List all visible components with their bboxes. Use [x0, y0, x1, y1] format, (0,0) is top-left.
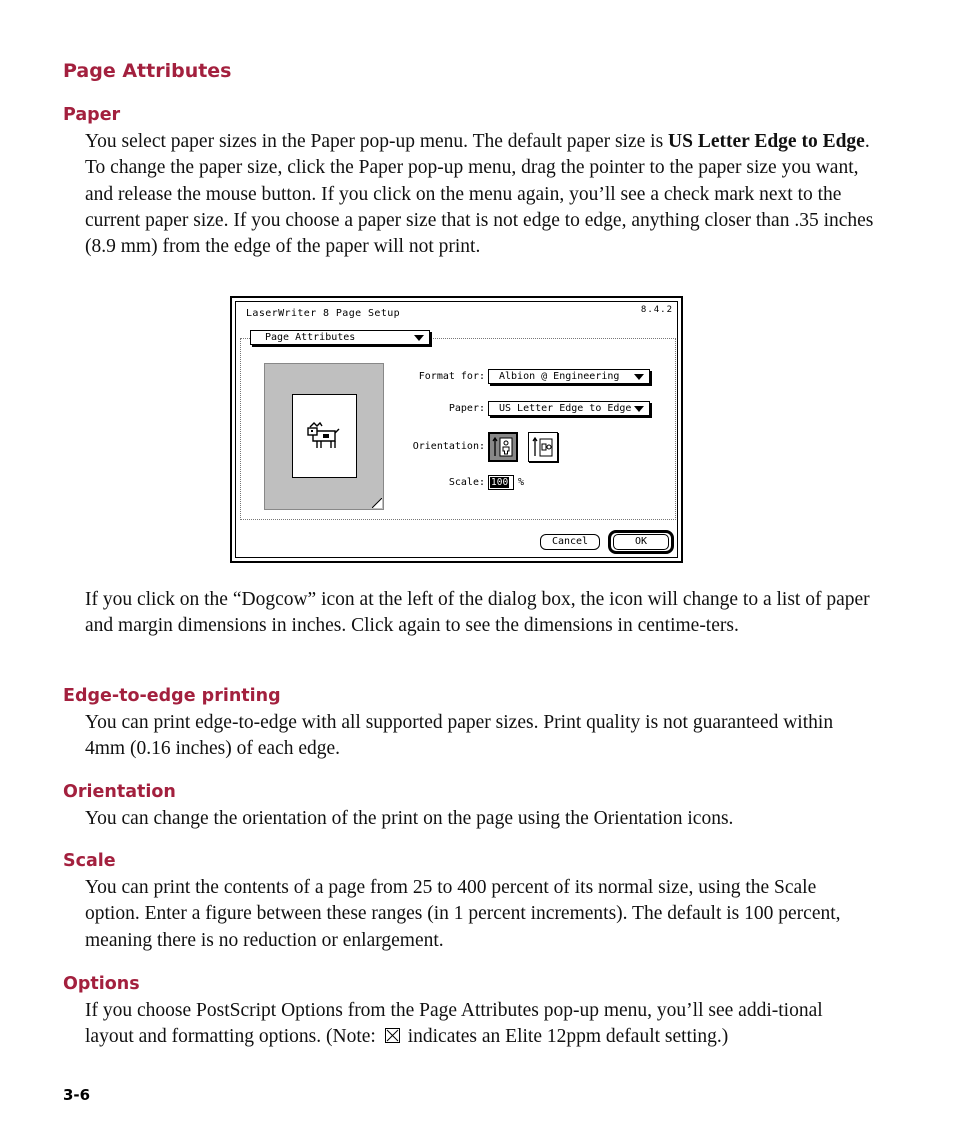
dogcow-icon — [293, 395, 356, 477]
section-title-options: Options — [63, 974, 140, 994]
dogcow-preview[interactable] — [292, 394, 357, 478]
page-heading: Page Attributes — [63, 60, 232, 82]
portrait-orientation-button[interactable] — [488, 432, 518, 462]
format-popup-menu[interactable] — [488, 369, 650, 384]
scale-label: Scale: — [448, 477, 485, 488]
options-text-1: If you choose PostScript Options from the Page Attributes pop-up menu, you’ll see addi-tional layout and formatting options. (Note: — [85, 1000, 823, 1048]
popup-arrow-icon — [634, 406, 644, 412]
scale-unit: % — [518, 477, 525, 488]
scale-input[interactable] — [488, 475, 514, 490]
section-title-paper: Paper — [63, 105, 121, 125]
scale-value: 100 — [491, 477, 509, 488]
popup-arrow-icon — [414, 335, 424, 341]
paper-text-1: You select paper sizes in the Paper pop-up menu. The default paper size is — [85, 131, 669, 152]
page-fold-icon — [372, 498, 382, 508]
section-popup-menu[interactable] — [250, 330, 430, 345]
paper-text-2: . To change the paper size, click the Paper pop-up menu, drag the pointer to the paper size you want, and release the mouse button. If you click on the menu again, you’ll see a check mark next to the current paper size. If you choose a paper size that is not edge to edge, anything closer than .35 inches (8.9 mm) from the edge of the paper will not print. — [85, 131, 874, 258]
landscape-orientation-button[interactable] — [528, 432, 558, 462]
dogcow-paragraph: If you click on the “Dogcow” icon at the left of the dialog box, the icon will change to a list of paper and margin dimensions in inches. Click again to see the dimensions in centime-ters. — [85, 589, 870, 637]
landscape-icon — [529, 433, 557, 461]
section-title-orientation: Orientation — [63, 782, 176, 802]
dialog-version: 8.4.2 — [640, 305, 673, 315]
section-title-scale: Scale — [63, 851, 116, 871]
section-popup-label: Page Attributes — [265, 332, 356, 343]
paper-default-size: US Letter Edge to Edge — [668, 131, 865, 152]
dialog-title: LaserWriter 8 Page Setup — [246, 308, 401, 319]
format-label: Format for: — [418, 371, 485, 382]
orientation-paragraph: You can change the orientation of the print on the page using the Orientation icons. — [85, 808, 734, 829]
page-setup-dialog — [230, 296, 683, 563]
format-value: Albion @ Engineering — [499, 371, 620, 382]
section-title-edge: Edge-to-edge printing — [63, 686, 281, 706]
page-number: 3-6 — [63, 1086, 91, 1104]
orientation-label: Orientation: — [412, 441, 485, 452]
edge-paragraph: You can print edge-to-edge with all supported paper sizes. Print quality is not guaranteed within 4mm (0.16 inches) of each edge. — [85, 712, 834, 760]
portrait-icon — [490, 434, 516, 460]
cancel-button[interactable]: Cancel — [540, 534, 600, 550]
paper-paragraph — [85, 129, 875, 260]
options-paragraph — [85, 998, 875, 1051]
ok-button[interactable] — [608, 530, 674, 554]
scale-paragraph: You can print the contents of a page from 25 to 400 percent of its normal size, using the Scale option. Enter a figure between these ranges (in 1 percent increments). The default is 100 percent, meaning there is no reduction or enlargement. — [85, 877, 841, 951]
default-setting-checkbox-icon — [385, 1028, 400, 1043]
popup-arrow-icon — [634, 374, 644, 380]
paper-label: Paper: — [448, 403, 485, 414]
paper-value: US Letter Edge to Edge — [499, 403, 632, 414]
ok-button-label: OK — [613, 534, 669, 550]
options-text-2: indicates an Elite 12ppm default setting.) — [407, 1026, 729, 1048]
paper-popup-menu[interactable] — [488, 401, 650, 416]
